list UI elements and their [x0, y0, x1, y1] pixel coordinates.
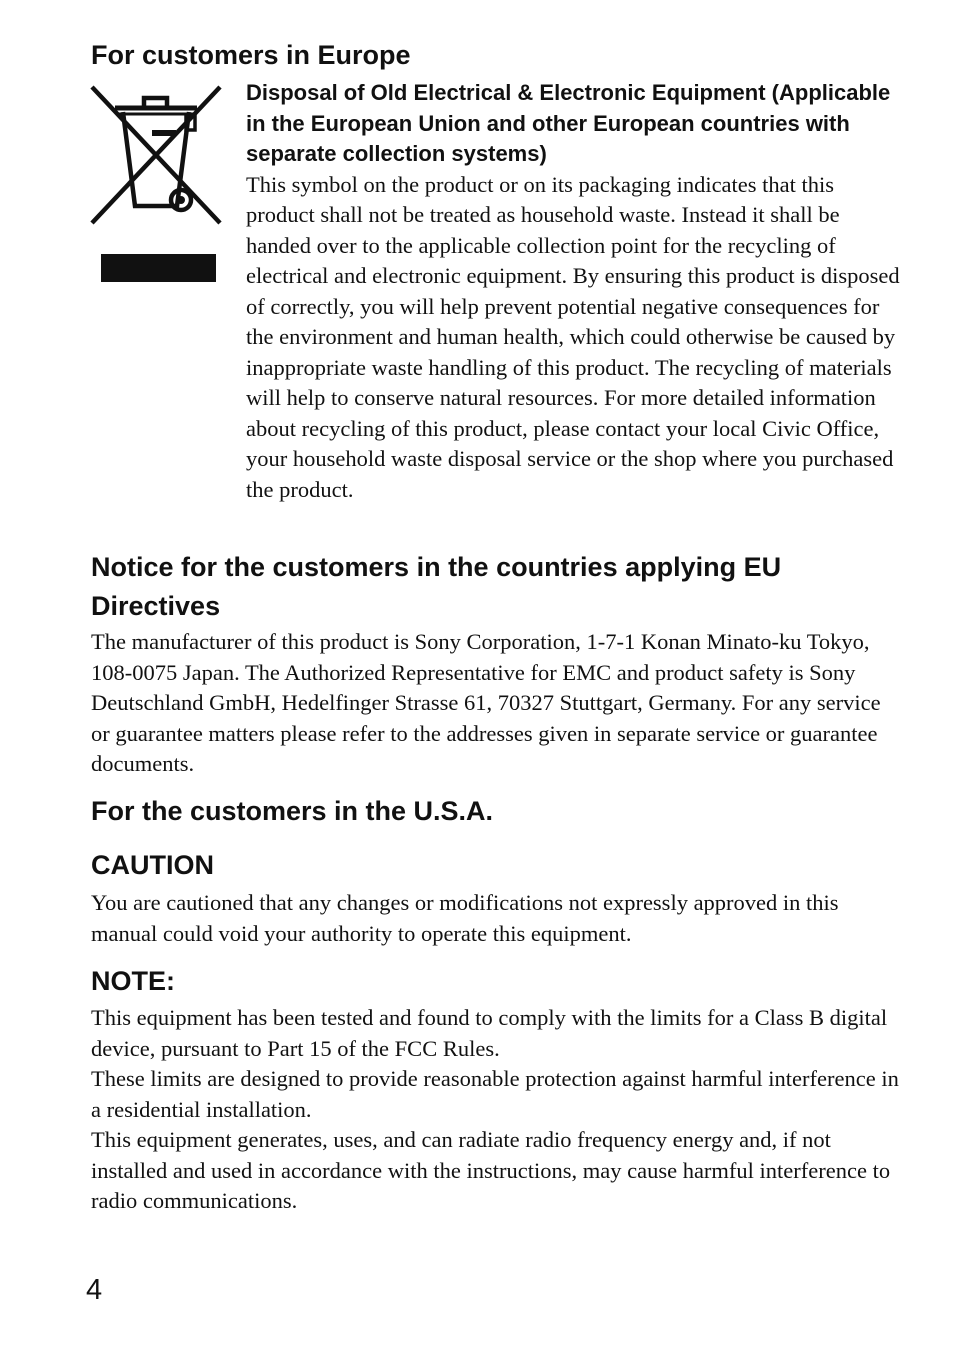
note-heading: NOTE: — [91, 966, 175, 996]
note-paragraph: This equipment has been tested and found to comply with the limits for a Class B digital device, pursuant to Part 15 of the FCC Rules. — [91, 1005, 888, 1061]
weee-disposal-title: Disposal of Old Electrical & Electronic Equipment (Applicable in the European Union and other European countries with separate collection systems) — [246, 80, 891, 166]
section-heading-europe: For customers in Europe — [91, 40, 411, 70]
section-heading-eu-directives: Notice for the customers in the countries applying EU Directives — [91, 552, 782, 621]
weee-disposal-text: This symbol on the product or on its packaging indicates that this product shall not be treated as household waste. Instead it shall be handed over to the applicable collection point for the recycling of electrical and electronic equipment. By ensuring this product is disposed of correctly, you will help prevent potential negative consequences for the environment and human health, which could otherwise be caused by inappropriate waste handling of this product. The recycling of materials will help to conserve natural resources. For more detailed information about recycling of this product, please contact your local Civic Office, your household waste disposal service or the shop where you purchased the product. — [246, 171, 900, 502]
note-text-block — [91, 1003, 901, 1217]
note-paragraph: These limits are designed to provide reasonable protection against harmful interference in a residential installation. — [91, 1066, 899, 1122]
caution-heading: CAUTION — [91, 850, 214, 880]
eu-directives-text: The manufacturer of this product is Sony Corporation, 1-7-1 Konan Minato-ku Tokyo, 108-0075 Japan. The Authorized Representative for EMC and product safety is Sony Deutschland GmbH, Hedelfinger Strasse 61, 70327 Stuttgart, Germany. For any service or guarantee matters please refer to the addresses given in separate service or guarantee documents. — [91, 629, 881, 776]
section-heading-usa: For the customers in the U.S.A. — [91, 796, 494, 826]
caution-text: You are cautioned that any changes or modifications not expressly approved in this manual could void your authority to operate this equipment. — [91, 890, 839, 946]
crossed-out-wheelie-bin-icon — [89, 84, 223, 284]
page-number: 4 — [86, 1274, 103, 1306]
weee-disposal-block — [246, 78, 906, 505]
note-paragraph: This equipment generates, uses, and can radiate radio frequency energy and, if not installed and used in accordance with the instructions, may cause harmful interference to radio communications. — [91, 1127, 891, 1213]
